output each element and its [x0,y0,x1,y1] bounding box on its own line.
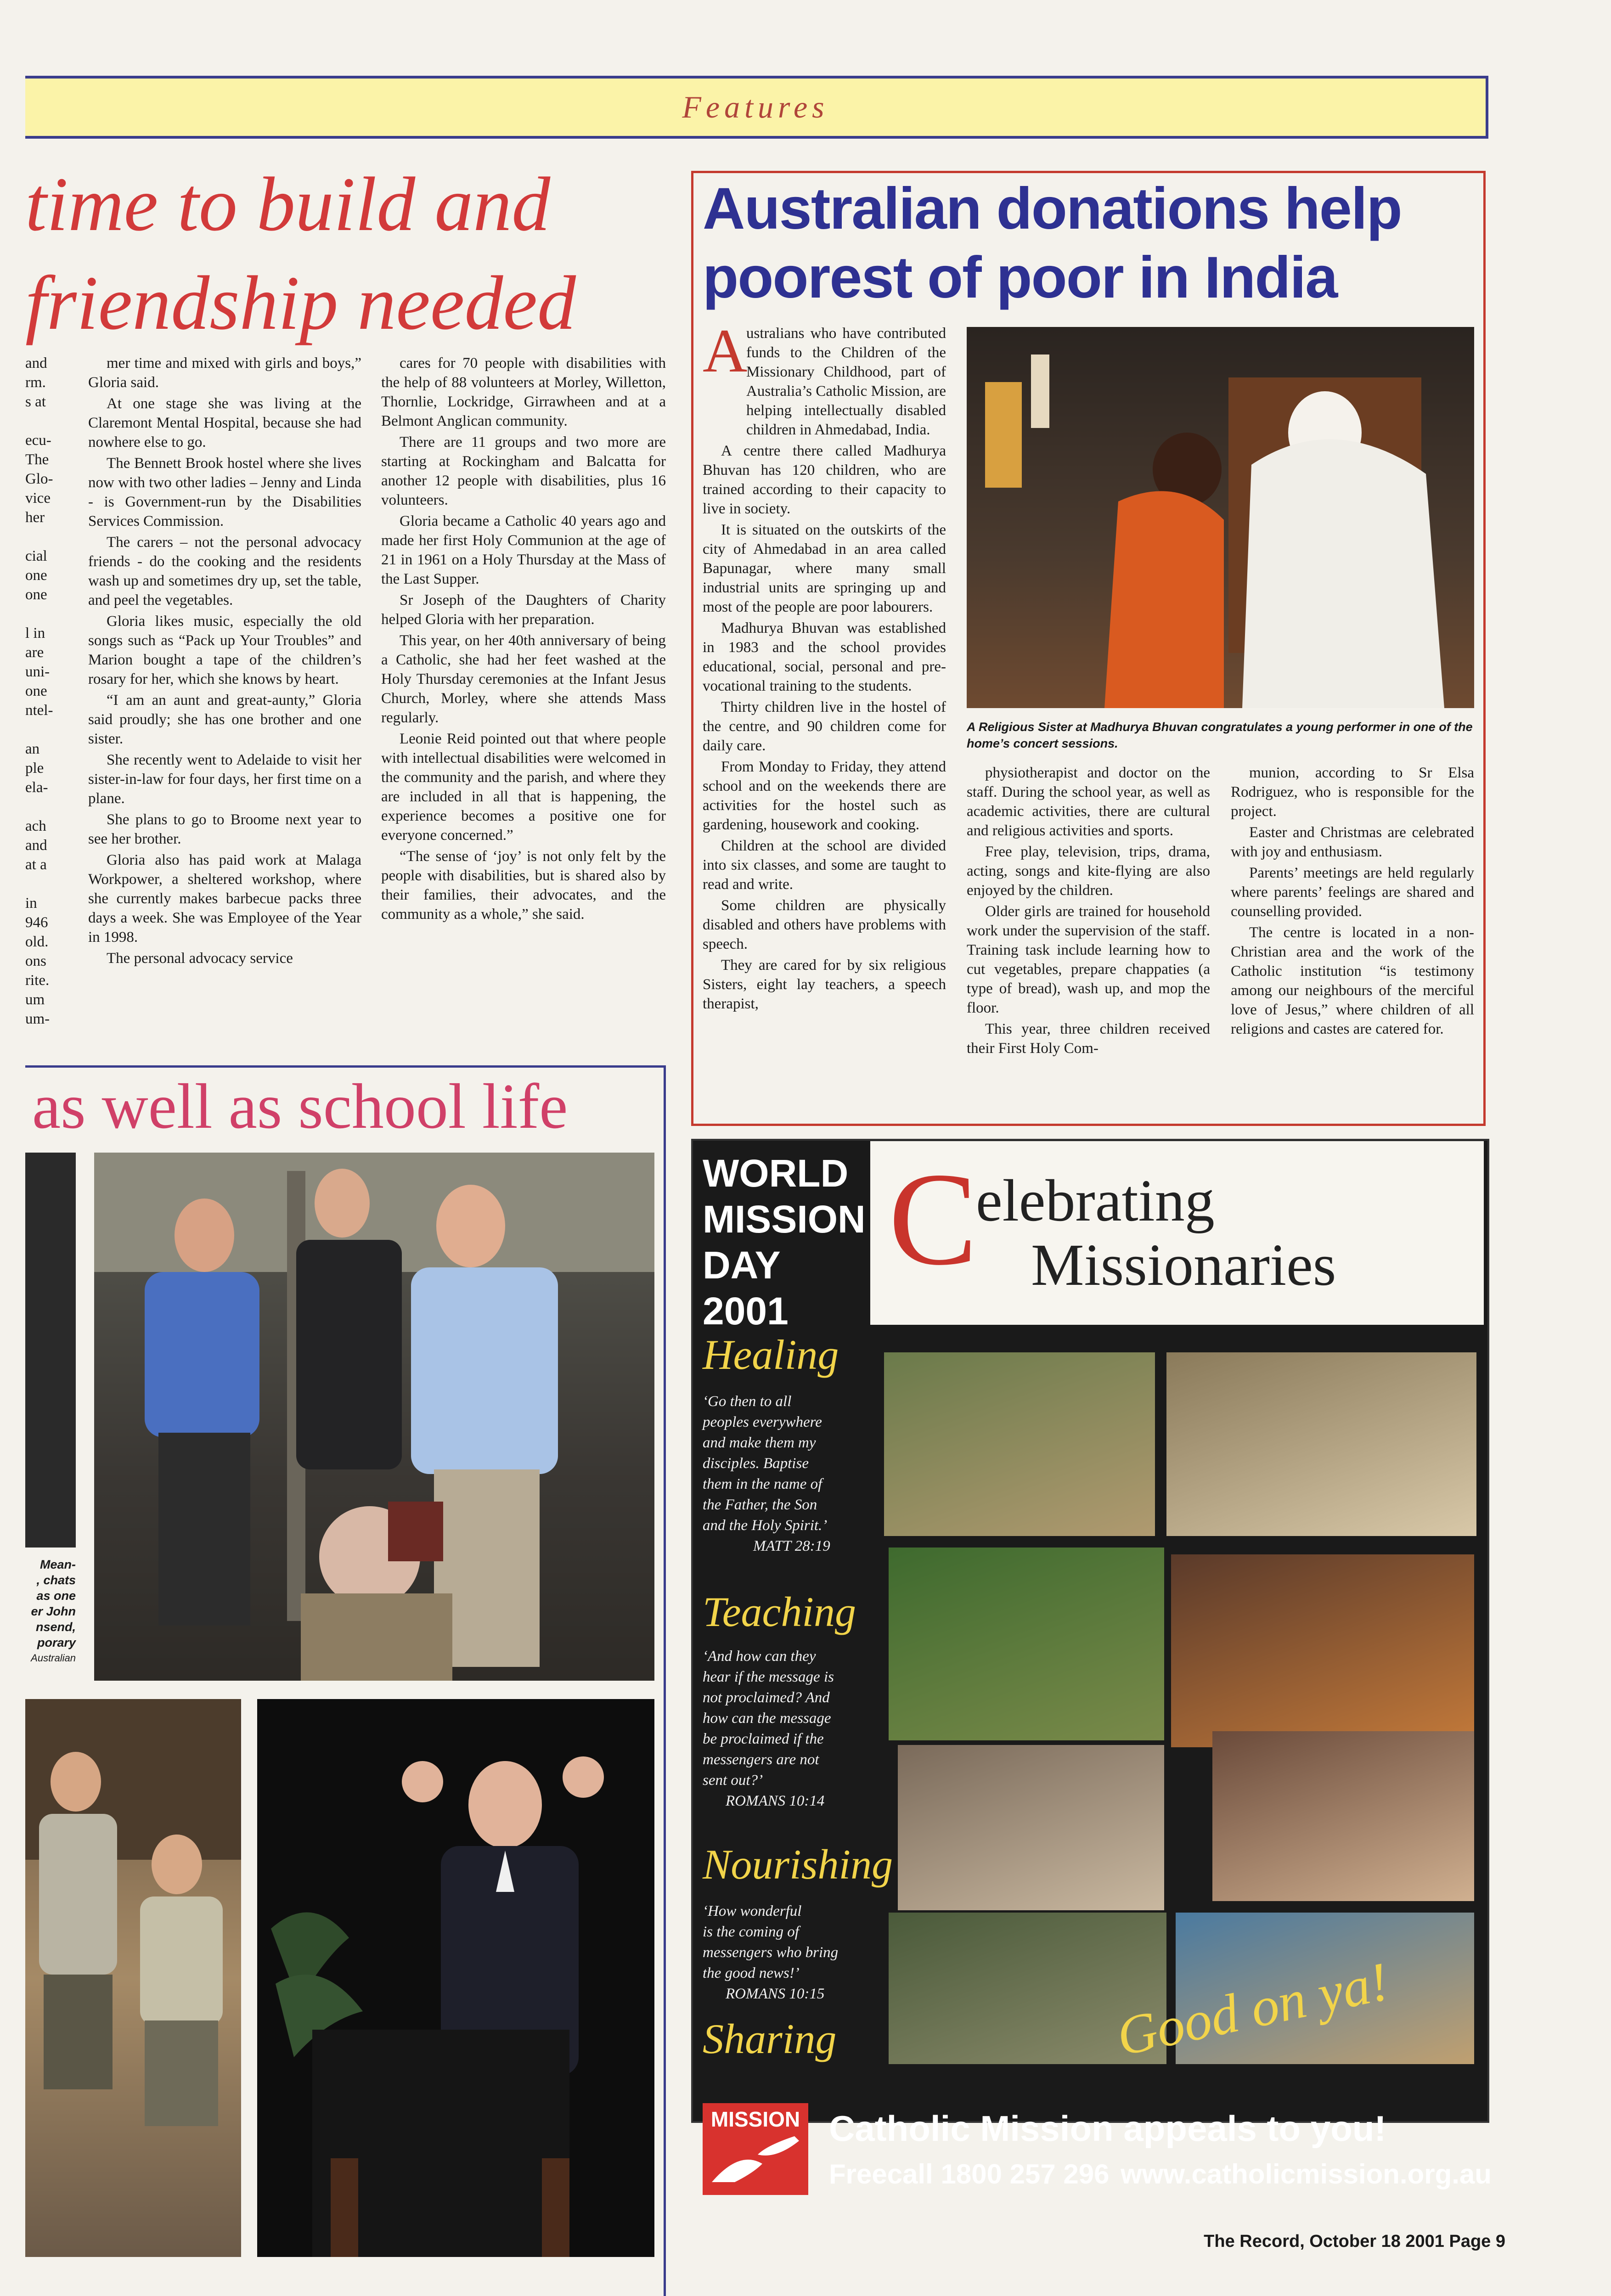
photo-students [25,1699,241,2257]
verse-line: is the coming of [703,1924,799,1940]
missionaries-word: Missionaries [1031,1232,1336,1298]
verse-line: the good news!’ [703,1965,800,1981]
paragraph: Madhurya Bhuvan was established in 1983 and the school provides educational, social, personal and pre-vocational training to the students. [703,620,946,694]
fragment-line: rm. [25,374,46,391]
verse-teaching [703,1646,896,1812]
theme-teaching: Teaching [703,1588,856,1635]
india-column-3 [1231,763,1474,1116]
lower-left-headline: as well as school life [32,1071,568,1142]
ad-website[interactable]: www.catholicmission.org.au [1121,2159,1492,2189]
verse-line: them in the name of [703,1476,822,1492]
verse-line: sent out?’ [703,1772,763,1789]
paragraph: munion, according to Sr Elsa Rodriguez, who is responsible for the project. [1231,765,1474,820]
caption-line: , chats [36,1573,76,1587]
left-fragment-column [25,354,60,1038]
fragment-line: um [25,991,45,1008]
fragment-line: and [25,355,47,371]
paragraph: There are 11 groups and two more are starting at Rockingham and Balcatta for another 12 people with disabilities, plus 16 volunteers. [381,434,666,508]
fragment-line: s at [25,394,46,410]
fragment-line: and [25,837,47,854]
celebrating-word: elebrating [976,1168,1215,1234]
photo-students-illustration [25,1699,241,2257]
fragment-line: The [25,451,49,468]
paragraph: cares for 70 people with disabilities with the help of 88 volunteers at Morley, Willetton, Thornlie, Lockridge, Girrawheen and at a Belmont Anglican community. [381,355,666,429]
verse-line: and the Holy Spirit.’ [703,1517,828,1534]
fragment-line: in [25,895,37,912]
paragraph: The Bennett Brook hostel where she lives now with two other ladies – Jenny and Linda - is Government-run by the Disabilities Services Commission. [88,455,361,529]
celebrating-initial: C [889,1145,978,1293]
fragment-line: l in [25,625,45,642]
verse-ref: ROMANS 10:15 [726,1986,825,2002]
fragment-line [25,411,60,431]
verse-line: be proclaimed if the [703,1731,824,1747]
ad-photo-teaching-2 [1171,1554,1474,1747]
section-banner [25,76,1488,139]
celebrating-missionaries [870,1141,1484,1325]
photo-speaker-illustration [257,1699,654,2257]
paragraph: Some children are physically disabled and others have problems with speech. [703,897,946,952]
paragraph: Leonie Reid pointed out that where people with intellectual disabilities were welcomed in the community and the parish, and where they are included in all that is happening, the experience becomes a positive one for everyone concerned.” [381,731,666,844]
paragraph: The centre is located in a non-Christian area and the work of the Catholic institution “is testimony among our neighbours of the merciful love of Jesus,” where children of all religions and castes are catered for. [1231,924,1474,1037]
wmd-line: DAY 2001 [703,1244,789,1333]
fragment-line: vice [25,490,51,506]
fragment-line: old. [25,934,49,950]
photo-speaker [257,1699,654,2257]
paragraph: A centre there called Madhurya Bhuvan has 120 children, who are trained according to their capacity to live in society. [703,443,946,517]
theme-healing: Healing [703,1331,839,1378]
fragment-line: uni- [25,664,50,680]
india-column-2 [967,763,1210,1116]
world-mission-day [693,1141,873,1333]
ad-freecall[interactable]: Freecall 1800 257 296 [829,2159,1110,2189]
paragraph: Children at the school are divided into six classes, and some are taught to read and write. [703,838,946,893]
paragraph: This year, on her 40th anniversary of being a Catholic, she had her feet washed at the Holy Thursday ceremonies at the Infant Jesus Church, Morley, where she attends Mass regularly. [381,632,666,726]
india-dropcap: A [703,317,748,385]
left-story-column-3 [381,354,666,1038]
fragment-line [25,797,60,816]
paragraph: At one stage she was living at the Claremont Mental Hospital, because she had nowhere else to go. [88,395,361,450]
catholic-mission-logo [703,2103,808,2195]
photo-india-sister [967,327,1474,708]
caption-line: er John [31,1604,76,1618]
logo-text: MISSION [710,2107,800,2131]
hands-icon [703,2132,808,2191]
lower-left-caption [25,1557,76,1666]
verse-line: ‘Go then to all [703,1393,792,1410]
paragraph: It is situated on the outskirts of the city of Ahmedabad in an area called Bapunagar, where many small industrial units are springing up and most of the people are poor labourers. [703,522,946,615]
fragment-line: um- [25,1011,50,1027]
paragraph: From Monday to Friday, they attend school and on the weekends there are activities for the hostel such as gardening, housework and cooking. [703,759,946,833]
section-title: Features [682,90,829,124]
fragment-line: rite. [25,972,50,989]
verse-line: disciples. Baptise [703,1455,809,1472]
verse-line: messengers are not [703,1751,819,1768]
fragment-line: ple [25,760,44,777]
fragment-line: her [25,509,45,526]
paragraph: “The sense of ‘joy’ is not only felt by the people with disabilities, but is shared also by their families, their advocates, and the community as a whole,” she said. [381,848,666,923]
paragraph: This year, three children received their First Holy Com- [967,1021,1210,1057]
fragment-line: one [25,567,47,584]
fragment-line: ntel- [25,702,53,719]
photo-men-illustration [94,1153,654,1681]
verse-line: the Father, the Son [703,1497,817,1513]
verse-nourishing [703,1901,896,2004]
theme-sharing: Sharing [703,2015,837,2062]
caption-line: nsend, [35,1620,76,1634]
fragment-line: ela- [25,779,48,796]
caption-line: Mean- [39,1558,76,1571]
ad-photo-teaching-1 [889,1548,1164,1740]
verse-line: not proclaimed? And [703,1689,830,1706]
paragraph: mer time and mixed with girls and boys,” Gloria said. [88,355,361,391]
fragment-line: one [25,586,47,603]
paragraph: She recently went to Adelaide to visit her sister-in-law for four days, her first time on a plane. [88,752,361,807]
paragraph: Sr Joseph of the Daughters of Charity helped Gloria with her preparation. [381,592,666,628]
fragment-line: at a [25,856,47,873]
verse-line: ‘And how can they [703,1648,816,1665]
fragment-line: ecu- [25,432,51,449]
caption-line: porary [37,1636,76,1649]
paragraph: Gloria also has paid work at Malaga Workpower, a sheltered workshop, where she currently makes barbecue packs three days a week. She was Employee of the Year in 1998. [88,852,361,945]
paragraph: Free play, television, trips, drama, acting, songs and kite-flying are also enjoyed by the children. [967,844,1210,899]
fragment-line: an [25,741,40,757]
paragraph: ustralians who have contributed funds to the Children of the Missionary Childhood, part of Australia’s Catholic Mission, are helping intellectually disabled children in Ahmedabad, India. [746,325,946,438]
good-on-ya-slogan: Good on ya! [1111,1950,1394,2068]
verse-line: peoples everywhere [703,1414,822,1430]
india-photo-caption: A Religious Sister at Madhurya Bhuvan congratulates a young performer in one of the home’s concert sessions. [967,720,1473,750]
ad-photo-nourishing-2 [1212,1731,1474,1901]
caption-line: as one [36,1589,76,1603]
paragraph: Gloria became a Catholic 40 years ago and made her first Holy Communion at the age of 21 in 1961 on a Holy Thursday at the Mass of the Last Supper. [381,513,666,587]
fragment-line: are [25,644,44,661]
paragraph: Gloria likes music, especially the old songs such as “Pack up Your Troubles” and Marion bought a tape of the children’s rosary for her, which she knows by heart. [88,613,361,687]
fragment-line: Glo- [25,471,53,487]
fragment-line [25,720,60,739]
fragment-line [25,527,60,546]
verse-line: and make them my [703,1435,816,1451]
photo-left-sliver [25,1153,76,1548]
verse-healing [703,1391,896,1557]
india-headline: Australian donations help poorest of poor in India [703,176,1402,310]
paragraph: physiotherapist and doctor on the staff. During the school year, as well as academic activities, there are cultural and religious activities and sports. [967,765,1210,839]
verse-ref: MATT 28:19 [753,1538,830,1554]
verse-line: ‘How wonderful [703,1903,802,1919]
ad-photo-healing-1 [884,1352,1155,1536]
verse-line: hear if the message is [703,1669,834,1685]
fragment-line [25,874,60,894]
left-headline-line1: time to build and [25,162,551,247]
verse-line: messengers who bring [703,1944,839,1961]
paragraph: Older girls are trained for household work under the supervision of the staff. Training task include learning how to cut vegetables, prepare chappaties (a type of bread), wash up, and mop the floor. [967,903,1210,1016]
left-headline-line2: friendship needed [25,260,576,346]
paragraph: “I am an aunt and great-aunty,” Gloria said proudly; she has one brother and one sister. [88,692,361,747]
paragraph: She plans to go to Broome next year to see her brother. [88,811,361,847]
page-footer: The Record, October 18 2001 Page 9 [1204,2232,1505,2251]
wmd-line: WORLD [703,1152,849,1195]
india-column-1 [703,324,946,1116]
fragment-line: 946 [25,914,48,931]
fragment-line: one [25,683,47,699]
theme-nourishing: Nourishing [703,1841,893,1888]
fragment-line: cial [25,548,47,564]
caption-credit: Australian [31,1652,76,1664]
paragraph: Thirty children live in the hostel of the centre, and 90 children come for daily care. [703,699,946,754]
photo-india-illustration [967,327,1474,708]
left-story-column-2 [88,354,361,1038]
paragraph: The personal advocacy service [107,950,293,967]
fragment-line [25,604,60,624]
paragraph: Parents’ meetings are held regularly where parents’ feelings are shared and counselling provided. [1231,865,1474,920]
wmd-line: MISSION [703,1198,866,1241]
paragraph: Easter and Christmas are celebrated with joy and enthusiasm. [1231,824,1474,860]
paragraph: They are cared for by six religious Sisters, eight lay teachers, a speech therapist, [703,957,946,1012]
verse-line: how can the message [703,1710,831,1727]
paragraph: The carers – not the personal advocacy friends - do the cooking and the residents wash up and sometimes dry up, set the table, and peel the vegetables. [88,534,361,608]
fragment-line: ons [25,953,46,969]
fragment-line: ach [25,818,46,834]
ad-appeal: Catholic Mission appeals to you! [829,2108,1386,2149]
ad-photo-healing-2 [1166,1352,1476,1536]
verse-ref: ROMANS 10:14 [726,1793,825,1809]
ad-photo-nourishing-1 [898,1745,1164,1910]
photo-men-event [94,1153,654,1681]
